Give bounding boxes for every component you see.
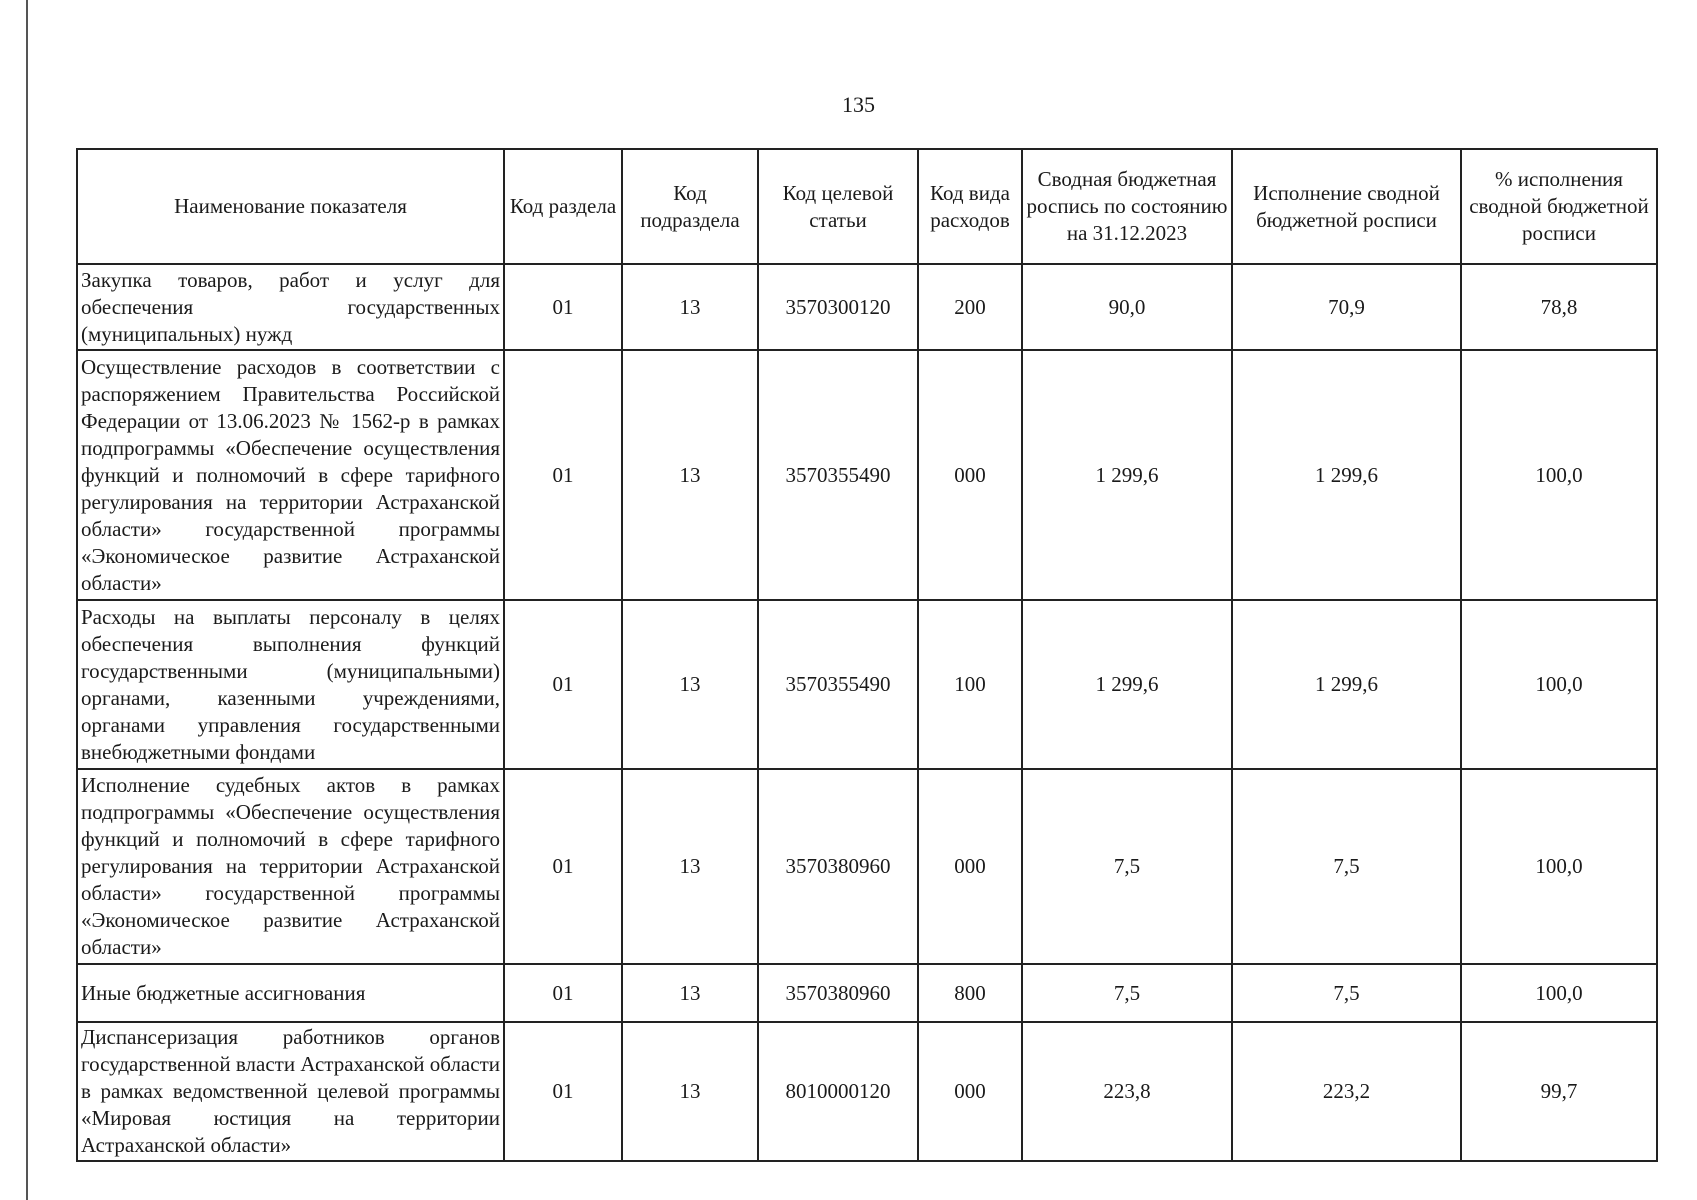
table-row	[77, 964, 1657, 1022]
cell-name: Иные бюджетные ассигнования	[77, 964, 504, 1022]
table-header-row	[77, 149, 1657, 264]
header-target-code: Код целевой статьи	[758, 149, 918, 264]
cell-expense-type: 100	[918, 600, 1022, 769]
cell-actual: 1 299,6	[1232, 350, 1461, 600]
cell-plan: 1 299,6	[1022, 600, 1232, 769]
cell-section: 01	[504, 964, 622, 1022]
cell-expense-type: 800	[918, 964, 1022, 1022]
cell-plan: 1 299,6	[1022, 350, 1232, 600]
cell-target: 8010000120	[758, 1022, 918, 1161]
table-row	[77, 600, 1657, 769]
scan-edge-line	[26, 0, 28, 1200]
cell-target: 3570355490	[758, 600, 918, 769]
cell-expense-type: 000	[918, 1022, 1022, 1161]
cell-section: 01	[504, 264, 622, 350]
cell-subsection: 13	[622, 964, 758, 1022]
cell-percent: 100,0	[1461, 600, 1657, 769]
cell-name: Закупка товаров, работ и услуг для обеспечения государственных (муниципальных) нужд	[77, 264, 504, 350]
cell-subsection: 13	[622, 769, 758, 964]
cell-expense-type: 000	[918, 769, 1022, 964]
table-row	[77, 264, 1657, 350]
cell-section: 01	[504, 1022, 622, 1161]
cell-subsection: 13	[622, 350, 758, 600]
cell-percent: 100,0	[1461, 964, 1657, 1022]
cell-target: 3570380960	[758, 769, 918, 964]
cell-section: 01	[504, 600, 622, 769]
budget-execution-table	[76, 148, 1658, 1162]
cell-subsection: 13	[622, 600, 758, 769]
cell-section: 01	[504, 350, 622, 600]
cell-actual: 70,9	[1232, 264, 1461, 350]
cell-target: 3570380960	[758, 964, 918, 1022]
cell-expense-type: 200	[918, 264, 1022, 350]
cell-plan: 90,0	[1022, 264, 1232, 350]
cell-name: Расходы на выплаты персоналу в целях обеспечения выполнения функций государственными (муниципальными) органами, казенными учреждениями, органами управления государственными внебюджетными фондами	[77, 600, 504, 769]
header-section-code: Код раздела	[504, 149, 622, 264]
cell-actual: 7,5	[1232, 964, 1461, 1022]
table-row	[77, 350, 1657, 600]
table-row	[77, 1022, 1657, 1161]
cell-subsection: 13	[622, 1022, 758, 1161]
cell-target: 3570300120	[758, 264, 918, 350]
cell-percent: 99,7	[1461, 1022, 1657, 1161]
header-subsection-code: Код подраздела	[622, 149, 758, 264]
cell-actual: 7,5	[1232, 769, 1461, 964]
cell-actual: 223,2	[1232, 1022, 1461, 1161]
cell-name: Осуществление расходов в соответствии с распоряжением Правительства Российской Федерации от 13.06.2023 № 1562-р в рамках подпрограммы «Обеспечение осуществления функций и полномочий в сфере тарифного регулирования на территории Астраханской области» государственной программы «Экономическое развитие Астраханской области»	[77, 350, 504, 600]
cell-target: 3570355490	[758, 350, 918, 600]
cell-section: 01	[504, 769, 622, 964]
header-plan: Сводная бюджетная роспись по состоянию на 31.12.2023	[1022, 149, 1232, 264]
cell-plan: 7,5	[1022, 769, 1232, 964]
page-number: 135	[842, 92, 875, 117]
header-name: Наименование показателя	[77, 149, 504, 264]
table-row	[77, 769, 1657, 964]
cell-name: Диспансеризация работников органов государственной власти Астраханской области в рамках ведомственной целевой программы «Мировая юстиция на территории Астраханской области»	[77, 1022, 504, 1161]
cell-percent: 100,0	[1461, 350, 1657, 600]
cell-expense-type: 000	[918, 350, 1022, 600]
cell-name: Исполнение судебных актов в рамках подпрограммы «Обеспечение осуществления функций и полномочий в сфере тарифного регулирования на территории Астраханской области» государственной программы «Экономическое развитие Астраханской области»	[77, 769, 504, 964]
cell-percent: 78,8	[1461, 264, 1657, 350]
header-expense-type-code: Код вида расходов	[918, 149, 1022, 264]
cell-plan: 223,8	[1022, 1022, 1232, 1161]
cell-actual: 1 299,6	[1232, 600, 1461, 769]
cell-plan: 7,5	[1022, 964, 1232, 1022]
cell-subsection: 13	[622, 264, 758, 350]
header-percent: % исполнения сводной бюджетной росписи	[1461, 149, 1657, 264]
cell-percent: 100,0	[1461, 769, 1657, 964]
header-actual: Исполнение сводной бюджетной росписи	[1232, 149, 1461, 264]
